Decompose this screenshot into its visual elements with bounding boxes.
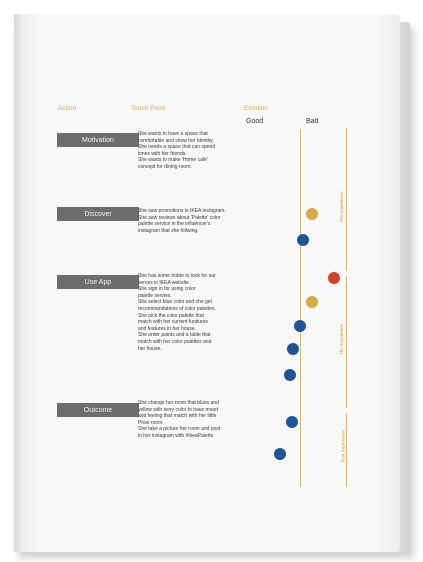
- touch-point-line: She has some troble to look for our: [138, 273, 216, 279]
- touch-point-line: comfortable and show her identity.: [138, 137, 214, 144]
- touch-point-line: She wants to make 'Home cafe': [138, 157, 208, 164]
- label-good: Good: [246, 118, 264, 125]
- emotion-dot: [287, 343, 299, 355]
- phase-bracket-post: [346, 413, 347, 487]
- emotion-dot: [328, 272, 340, 284]
- touch-point-line: yellow with ivory color to have mood: [138, 406, 219, 413]
- touch-point-discover: [138, 208, 248, 234]
- touch-point-line: She saw promotions in IKEA instagram.: [138, 208, 226, 214]
- action-use-app: Use App: [57, 275, 139, 289]
- touch-point-outcome: [138, 400, 248, 440]
- touch-point-line: match with her current funitures: [138, 319, 209, 326]
- label-bad: Bad: [306, 118, 319, 125]
- touch-point-use-app: [138, 273, 248, 352]
- touch-point-line: recommandations of color palettes.: [138, 305, 216, 312]
- emotion-dot: [297, 234, 309, 246]
- phase-label-post: Post experience: [340, 430, 346, 463]
- touch-point-line: and feeling that match with her little: [138, 413, 217, 420]
- action-motivation: Motivation: [57, 133, 139, 147]
- touch-point-line: and features in her house.: [138, 325, 197, 332]
- phase-bracket-pre: [346, 128, 347, 271]
- action-discover: Discover: [57, 207, 139, 221]
- touch-point-line: palette service in the influencer's: [138, 221, 211, 228]
- touch-point-line: She sign in for using color: [138, 286, 196, 293]
- emotion-dot: [284, 369, 296, 381]
- touch-point-line: instagram that she follwing.: [138, 227, 199, 234]
- touch-point-line: times with her friends.: [138, 150, 187, 157]
- emotion-dot: [274, 448, 286, 460]
- touch-point-line: in her instagram with #IkeaPalette: [138, 432, 214, 439]
- emotion-dot: [286, 416, 298, 428]
- emotion-dot: [294, 320, 306, 332]
- header-emotion: Emotion: [244, 105, 268, 112]
- phase-label-pre: Pre-experience: [338, 191, 344, 222]
- touch-point-motivation: [138, 131, 248, 171]
- touch-point-line: She wants to have a space that: [138, 131, 208, 137]
- touch-point-line: She change her room that blues and: [138, 400, 219, 406]
- action-outcome: Outcome: [57, 403, 139, 417]
- emotion-timeline: [300, 129, 301, 487]
- touch-point-line: Pixar room.: [138, 419, 164, 426]
- touch-point-line: She order paints and a table that: [138, 332, 211, 339]
- phase-bracket-experience: [346, 276, 347, 408]
- touch-point-line: She select blue color and she get: [138, 299, 212, 306]
- touch-point-line: She pick the color palette that: [138, 312, 204, 319]
- touch-point-line: She saw reviews about 'Palette' color: [138, 214, 221, 221]
- touch-point-line: She take a picture her room and post: [138, 426, 221, 433]
- touch-point-line: palette servies.: [138, 292, 172, 299]
- touch-point-line: serves in IKEA website.: [138, 279, 191, 286]
- header-touch-point: Touch Point: [131, 105, 165, 112]
- touch-point-line: concept for dining room.: [138, 163, 192, 170]
- phase-label-experience: The experience: [339, 323, 345, 356]
- header-action: Action: [58, 105, 77, 112]
- emotion-dot: [306, 296, 318, 308]
- touch-point-line: match with her color palettes and: [138, 338, 212, 345]
- touch-point-line: She needs a space that can spend: [138, 144, 216, 151]
- touch-point-line: her house.: [138, 345, 162, 352]
- journey-map-page: [14, 14, 400, 552]
- emotion-dot: [306, 208, 318, 220]
